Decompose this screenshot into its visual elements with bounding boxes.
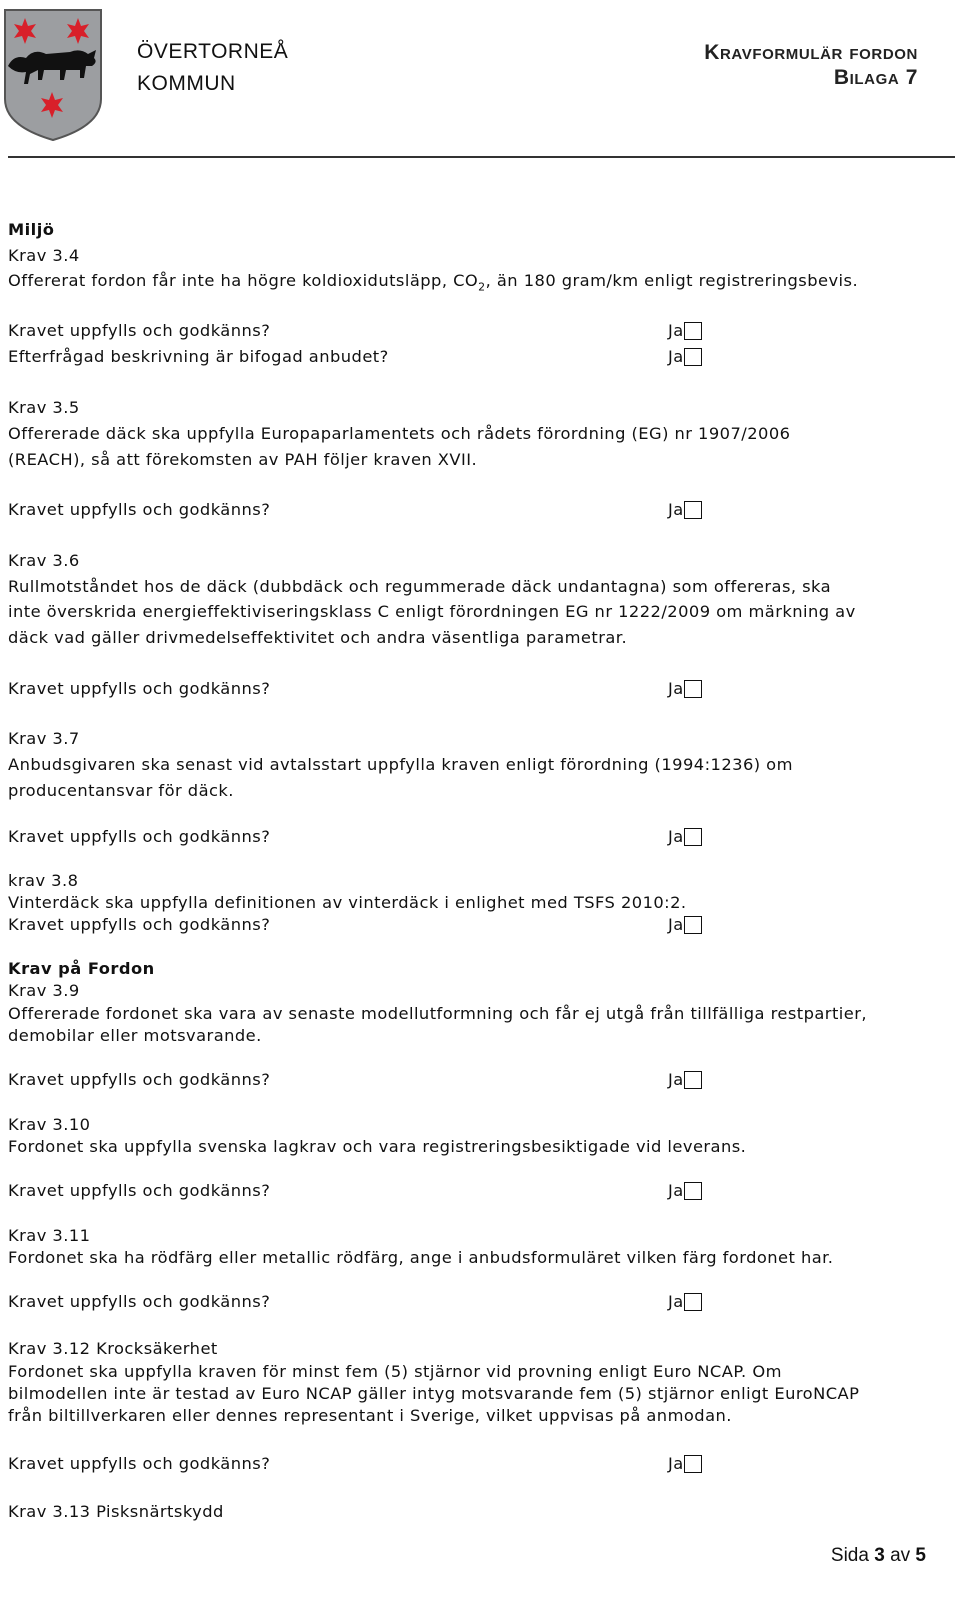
page-number — [831, 1545, 926, 1567]
krav-3-8-text-line: Vinterdäck ska uppfylla definitionen av vinterdäck i enlighet med TSFS 2010:2. — [8, 893, 687, 912]
krav-3-5-text-line: Offererade däck ska uppfylla Europaparlamentets och rådets förordning (EG) nr 1907/2006 — [8, 424, 791, 443]
ja-label: Ja — [668, 915, 684, 934]
ja-label: Ja — [668, 1454, 684, 1473]
ja-checkbox[interactable] — [684, 322, 702, 340]
ja-checkbox[interactable] — [684, 1455, 702, 1473]
ja-checkbox[interactable] — [684, 501, 702, 519]
ja-label: Ja — [668, 321, 684, 340]
municipality-name — [137, 36, 288, 100]
page-number-total: 5 — [915, 1545, 926, 1566]
krav-3-6-label: Krav 3.6 — [8, 551, 80, 570]
krav-3-5-label: Krav 3.5 — [8, 398, 80, 417]
section-heading-miljo: Miljö — [8, 220, 55, 239]
krav-3-7-label: Krav 3.7 — [8, 729, 80, 748]
ja-label: Ja — [668, 347, 684, 366]
ja-checkbox[interactable] — [684, 1071, 702, 1089]
header-divider — [8, 156, 955, 158]
krav-3-4-question: Kravet uppfylls och godkänns? — [8, 321, 271, 340]
krav-3-11-label: Krav 3.11 — [8, 1226, 91, 1245]
ja-label: Ja — [668, 1292, 684, 1311]
krav-3-11-text-line: Fordonet ska ha rödfärg eller metallic rödfärg, ange i anbudsformuläret vilken färg fordonet har. — [8, 1248, 834, 1267]
krav-3-8-label: krav 3.8 — [8, 871, 79, 890]
krav-3-10-ja[interactable] — [668, 1180, 702, 1202]
municipality-name-line2: KOMMUN — [137, 72, 236, 95]
ja-checkbox[interactable] — [684, 1182, 702, 1200]
krav-3-9-ja[interactable] — [668, 1069, 702, 1091]
document-title-line2: Bilaga 7 — [833, 66, 918, 89]
ja-checkbox[interactable] — [684, 1293, 702, 1311]
krav-3-12-text-line: bilmodellen inte är testad av Euro NCAP gäller intyg motsvarande fem (5) stjärnor enligt EuroNCAP — [8, 1384, 860, 1403]
krav-3-9-label: Krav 3.9 — [8, 981, 80, 1000]
krav-3-10-text-line: Fordonet ska uppfylla svenska lagkrav och vara registreringsbesiktigade vid leverans. — [8, 1137, 747, 1156]
ja-label: Ja — [668, 1070, 684, 1089]
section-heading-fordon: Krav på Fordon — [8, 959, 155, 978]
krav-3-4-text-a: Offererat fordon får inte ha högre koldioxidutsläpp, CO — [8, 271, 479, 290]
document-title-line1: Kravformulär fordon — [704, 41, 918, 64]
krav-3-5-question: Kravet uppfylls och godkänns? — [8, 500, 271, 519]
krav-3-4-label: Krav 3.4 — [8, 246, 80, 265]
krav-3-12-question: Kravet uppfylls och godkänns? — [8, 1454, 271, 1473]
ja-checkbox[interactable] — [684, 828, 702, 846]
krav-3-8-ja[interactable] — [668, 914, 702, 936]
krav-3-6-text-line: däck vad gäller drivmedelseffektivitet och andra väsentliga parametrar. — [8, 628, 628, 647]
krav-3-9-text-line: Offererade fordonet ska vara av senaste modellutformning och får ej utgå från tillfälliga restpartier, — [8, 1004, 867, 1023]
krav-3-7-ja[interactable] — [668, 826, 702, 848]
page-header — [0, 0, 960, 160]
krav-3-4-text-b: , än 180 gram/km enligt registreringsbevis. — [485, 271, 859, 290]
krav-3-4-ja[interactable] — [668, 320, 702, 342]
krav-3-6-ja[interactable] — [668, 678, 702, 700]
krav-3-12-label: Krav 3.12 Krocksäkerhet — [8, 1339, 218, 1358]
krav-3-12-ja[interactable] — [668, 1453, 702, 1475]
document-title — [704, 40, 918, 90]
krav-3-4-attached-question: Efterfrågad beskrivning är bifogad anbudet? — [8, 347, 389, 366]
krav-3-4-attached-ja[interactable] — [668, 346, 702, 368]
page-number-sida: Sida — [830, 1545, 869, 1566]
krav-3-7-text-line: producentansvar för däck. — [8, 781, 234, 800]
krav-3-8-question: Kravet uppfylls och godkänns? — [8, 915, 271, 934]
krav-3-6-text-line: inte överskrida energieffektiviseringsklass C enligt förordningen EG nr 1222/2009 om märkning av — [8, 602, 856, 621]
krav-3-5-text-line: (REACH), så att förekomsten av PAH följer kraven XVII. — [8, 450, 478, 469]
krav-3-9-text-line: demobilar eller motsvarande. — [8, 1026, 262, 1045]
krav-3-11-ja[interactable] — [668, 1291, 702, 1313]
page-number-current: 3 — [874, 1545, 885, 1566]
ja-label: Ja — [668, 1181, 684, 1200]
krav-3-12-text-line: Fordonet ska uppfylla kraven för minst fem (5) stjärnor vid provning enligt Euro NCAP. Om — [8, 1362, 782, 1381]
ja-checkbox[interactable] — [684, 916, 702, 934]
krav-3-7-question: Kravet uppfylls och godkänns? — [8, 827, 271, 846]
krav-3-12-text-line: från biltillverkaren eller dennes representant i Sverige, vilket uppvisas på anmodan. — [8, 1406, 732, 1425]
municipality-crest-logo — [0, 4, 106, 142]
ja-label: Ja — [668, 679, 684, 698]
krav-3-6-question: Kravet uppfylls och godkänns? — [8, 679, 271, 698]
ja-label: Ja — [668, 827, 684, 846]
krav-3-13-label: Krav 3.13 Pisksnärtskydd — [8, 1502, 224, 1521]
krav-3-11-question: Kravet uppfylls och godkänns? — [8, 1292, 271, 1311]
municipality-name-line1: ÖVERTORNEÅ — [137, 40, 289, 63]
ja-label: Ja — [668, 500, 684, 519]
ja-checkbox[interactable] — [684, 680, 702, 698]
krav-3-7-text-line: Anbudsgivaren ska senast vid avtalsstart uppfylla kraven enligt förordning (1994:1236) om — [8, 755, 793, 774]
krav-3-6-text-line: Rullmotståndet hos de däck (dubbdäck och regummerade däck undantagna) som offereras, ska — [8, 577, 832, 596]
page-number-av: av — [890, 1545, 911, 1566]
krav-3-4-text-sub: 2 — [478, 280, 486, 294]
ja-checkbox[interactable] — [684, 348, 702, 366]
krav-3-10-question: Kravet uppfylls och godkänns? — [8, 1181, 271, 1200]
krav-3-4-text — [8, 270, 858, 298]
krav-3-10-label: Krav 3.10 — [8, 1115, 91, 1134]
krav-3-9-question: Kravet uppfylls och godkänns? — [8, 1070, 271, 1089]
krav-3-5-ja[interactable] — [668, 499, 702, 521]
